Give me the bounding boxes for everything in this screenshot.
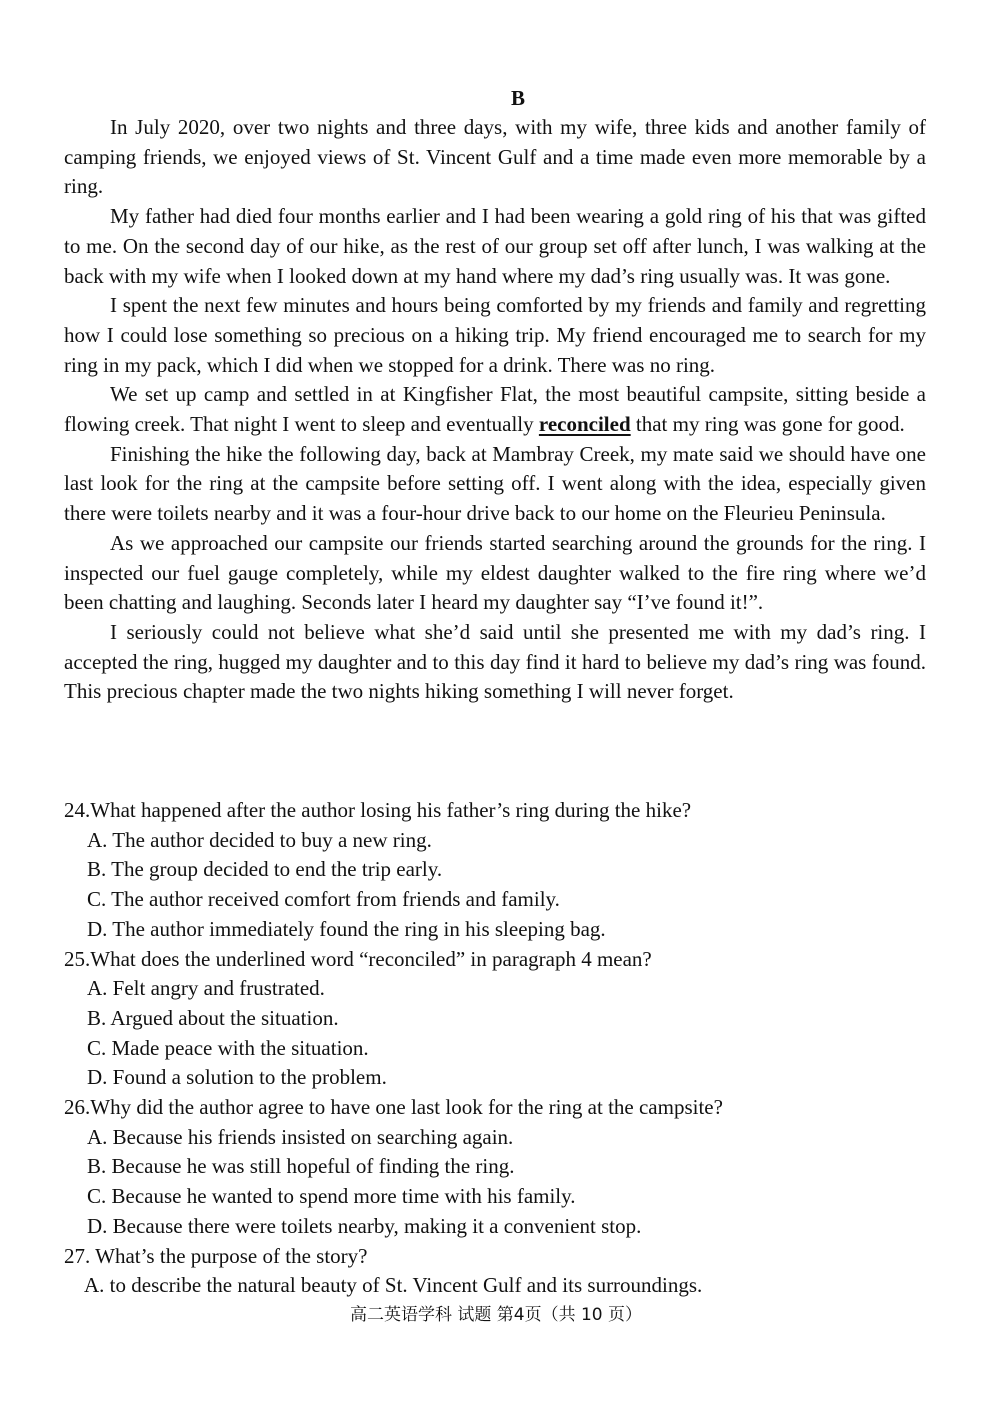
option-b: B. Because he was still hopeful of finding the ring. — [87, 1154, 515, 1179]
paragraph-4-text-after: that my ring was gone for good. — [630, 412, 905, 437]
option-c: C. The author received comfort from friends and family. — [87, 887, 560, 912]
option-a: A. The author decided to buy a new ring. — [87, 827, 432, 852]
question-stem: 27. What’s the purpose of the story? — [64, 1243, 368, 1268]
paragraph-5: Finishing the hike the following day, back at Mambray Creek, my mate said we should have one last look for the ring at the campsite before setting off. I went along with the idea, especially given there were toilets nearby and it was a four-hour drive back to our home on the Fleurieu Peninsula. — [64, 441, 926, 526]
question-stem: 25.What does the underlined word “reconciled” in paragraph 4 mean? — [64, 946, 652, 971]
option-a: A. Because his friends insisted on searching again. — [87, 1124, 514, 1149]
option-d: D. Found a solution to the problem. — [87, 1065, 387, 1090]
paragraph-4-text-before: We set up camp and settled in at Kingfisher Flat, the most beautiful campsite, sitting beside a flowing creek. That night I went to sleep and eventually — [64, 382, 926, 437]
paragraph-7: I seriously could not believe what she’d said until she presented me with my dad’s ring. I accepted the ring, hugged my daughter and to this day find it hard to believe my dad’s ring was found. This precious chapter made the two nights hiking something I will never forget. — [64, 619, 926, 704]
option-b: B. Argued about the situation. — [87, 1005, 339, 1030]
reading-passage — [64, 113, 926, 707]
question-26 — [64, 1093, 934, 1242]
page-footer: 高二英语学科 试题 第4页（共 10 页） — [349, 1305, 643, 1325]
option-c: C. Made peace with the situation. — [87, 1035, 369, 1060]
underlined-word: reconciled — [538, 412, 631, 437]
question-list — [64, 796, 934, 1301]
option-a: A. Felt angry and frustrated. — [87, 976, 325, 1001]
paragraph-3: I spent the next few minutes and hours being comforted by my friends and family and regretting how I could lose something so precious on a hiking trip. My friend encouraged me to search for my ring in my pack, which I did when we stopped for a drink. There was no ring. — [64, 293, 926, 377]
option-c: C. Because he wanted to spend more time with his family. — [87, 1184, 576, 1209]
option-d: D. The author immediately found the ring in his sleeping bag. — [87, 916, 606, 941]
option-b: B. The group decided to end the trip early. — [87, 857, 443, 882]
question-stem: 26.Why did the author agree to have one last look for the ring at the campsite? — [64, 1095, 723, 1120]
question-25 — [64, 945, 934, 1094]
question-27 — [64, 1242, 934, 1301]
section-heading: B — [510, 86, 525, 110]
option-d: D. Because there were toilets nearby, making it a convenient stop. — [87, 1213, 642, 1238]
option-a: A. to describe the natural beauty of St. Vincent Gulf and its surroundings. — [84, 1273, 703, 1298]
question-24 — [64, 796, 934, 945]
paragraph-4 — [64, 380, 926, 439]
question-stem: 24.What happened after the author losing his father’s ring during the hike? — [64, 798, 692, 822]
paragraph-1: In July 2020, over two nights and three days, with my wife, three kids and another family of camping friends, we enjoyed views of St. Vincent Gulf and a time made even more memorable by a ring. — [64, 115, 926, 199]
paragraph-6: As we approached our campsite our friends started searching around the grounds for the ring. I inspected our fuel gauge completely, while my eldest daughter walked to the fire ring where we’d been chatting and laughing. Seconds later I heard my daughter say “I’ve found it!”. — [64, 530, 926, 615]
paragraph-2: My father had died four months earlier and I had been wearing a gold ring of his that was gifted to me. On the second day of our hike, as the rest of our group set off after lunch, I was walking at the back with my wife when I looked down at my hand where my dad’s ring usually was. It was gone. — [64, 204, 926, 288]
